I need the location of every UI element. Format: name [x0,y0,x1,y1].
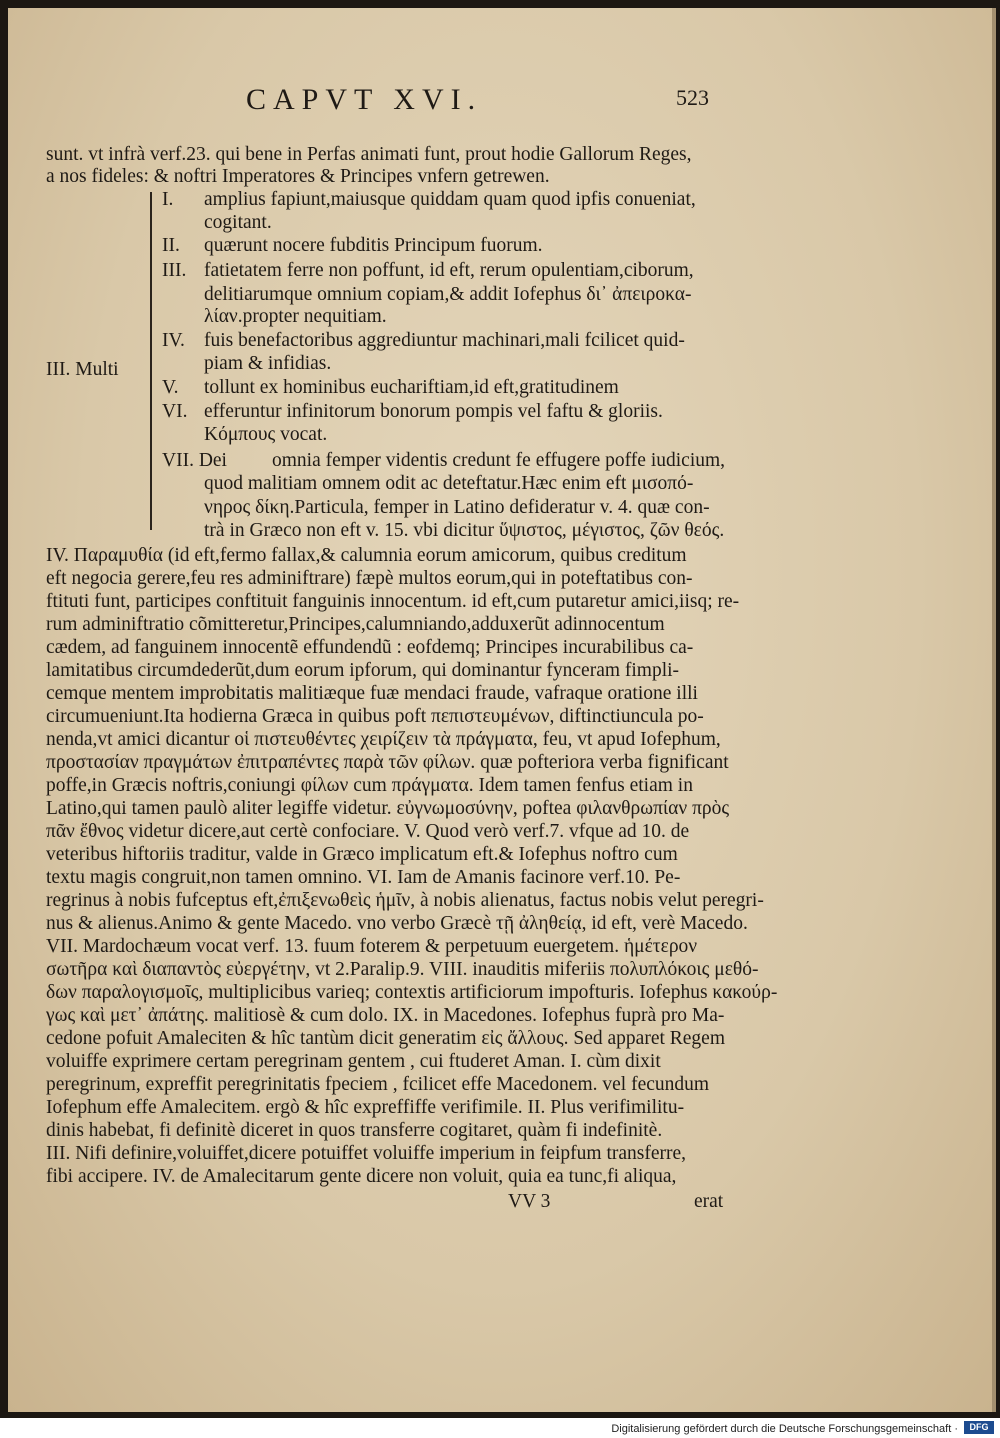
text-line: IV. Παραμυθία (id eft,fermo fallax,& calumnia eorum amicorum, quibus creditum [46,545,687,566]
text-line: eft negocia gerere,feu res adminiftrare) fæpè multos eorum,qui in poteftatibus con- [46,568,693,589]
text-line: Iofephum effe Amalecitem. ergò & hîc expreffiffe verifimile. II. Plus verifimilitu- [46,1097,685,1118]
list-numeral: V. [162,377,179,398]
list-numeral: III. [162,260,187,281]
text-line: delitiarumque omnium copiam,& addit Iofephus δι᾽ ἀπειροκα- [204,284,692,305]
list-brace [150,192,152,530]
text-line: tollunt ex hominibus euchariftiam,id eft,gratitudinem [204,377,619,398]
text-line: sunt. vt infrà verf.23. qui bene in Perfas animati funt, prout hodie Gallorum Reges, [46,144,692,165]
text-line: nus & alienus.Animo & gente Macedo. vno verbo Græcè τῇ ἀληθείᾳ, id eft, verè Macedo. [46,913,748,934]
list-numeral: II. [162,235,180,256]
text-line: πᾶν ἔθνος videtur dicere,aut certè confociare. V. Quod verò verf.7. vfque ad 10. de [46,821,690,842]
text-line: amplius fapiunt,maiusque quiddam quam quod ipfis conueniat, [204,189,696,210]
text-line: Latino,qui tamen paulò aliter legiffe videtur. εὐγνωμοσύνην, poftea φιλανθρωπίαν πρὸς [46,798,730,819]
text-line: circumueniunt.Ita hodierna Græca in quibus poft πεπιστευμένων, diftinctiuncula po- [46,706,704,727]
text-line: fatietatem ferre non poffunt, id eft, rerum opulentiam,ciborum, [204,260,694,281]
list-numeral: VI. [162,401,188,422]
running-head: CAPVT XVI. [246,83,483,116]
text-line: nenda,vt amici dicantur οἱ πιστευθέντες χειρίζειν τὰ πράγματα, feu, vt apud Iofephum, [46,729,721,750]
text-line: veteribus hiftoriis traditur, valde in Græco implicatum eft.& Iofephus noftro cum [46,844,678,865]
page-number: 523 [676,85,709,110]
text-line: VII. Mardochæum vocat verf. 13. fuum foterem & perpetuum euergetem. ἡμέτερον [46,936,698,957]
text-line: a nos fideles: & noftri Imperatores & Principes vnfern getrewen. [46,166,550,187]
dfg-logo: DFG [964,1421,994,1434]
text-line: III. Nifi definire,voluiffet,dicere potuiffet voluiffe imperium in feipfum transferre, [46,1143,687,1164]
text-line: regrinus à nobis fufceptus eft,ἐπιξενωθεὶς ἡμῖν, à nobis alienatus, factus nobis velut peregri- [46,890,764,911]
text-line: λίαν.propter nequitiam. [204,306,387,327]
text-line: cedone pofuit Amaleciten & hîc tantùm dicit generatim εἰς ἄλλους. Sed apparet Regem [46,1028,726,1049]
list-numeral: VII. Dei [162,450,227,471]
text-line: quærunt nocere fubditis Principum fuorum. [204,235,543,256]
text-line: Κόμπους vocat. [204,424,328,445]
text-line: γως καὶ μετ᾽ ἀπάτης. malitiosè & cum dolo. IX. in Macedones. Iofephus fuprà pro Ma- [46,1005,725,1026]
text-line: efferuntur infinitorum bonorum pompis vel faftu & gloriis. [204,401,663,422]
text-line: textu magis congruit,non tamen omnino. VI. Iam de Amanis facinore verf.10. Pe- [46,867,681,888]
text-line: rum adminiftratio cõmitteretur,Principes,calumniando,adduxerũt adinnocentum [46,614,665,635]
text-line: cemque mentem improbitatis malitiæque fuæ mendaci fraude, vafraque oratione illi [46,683,698,704]
text-line: omnia femper videntis credunt fe effugere poffe iudicium, [272,450,726,471]
text-line: σωτῆρα καὶ διαπαντὸς εὐεργέτην, vt 2.Paralip.9. VIII. inauditis miferiis πολυπλόκοις μεθό- [46,959,759,980]
text-line: peregrinum, expreffit peregrinitatis fpeciem , fcilicet effe Macedonem. vel fecundum [46,1074,710,1095]
text-line: ftituti funt, participes conftituit fanguinis innocentum. id eft,cum putaretur amici,iisq; re- [46,591,740,612]
text-line: voluiffe exprimere certam peregrinam gentem , cui ftuderet Aman. I. cùm dixit [46,1051,661,1072]
side-label: III. Multi [46,359,119,380]
signature-mark: VV 3 [508,1191,551,1212]
text-line: cædem, ad fanguinem innocentẽ effundendũ : eofdemq; Principes incurabilibus ca- [46,637,694,658]
text-line: piam & infidias. [204,353,332,374]
text-line: lamitatibus circumdederũt,dum eorum ipforum, qui dominantur fynceram fimpli- [46,660,680,681]
list-numeral: IV. [162,330,185,351]
text-line: fibi accipere. IV. de Amalecitarum gente dicere non voluit, quia ea tunc,fi aliqua, [46,1166,677,1187]
list-numeral: I. [162,189,174,210]
catchword: erat [694,1191,724,1212]
text-line: νηρος δίκη.Particula, femper in Latino defideratur v. 4. quæ con- [204,497,710,518]
footer-credit: Digitalisierung gefördert durch die Deutsche Forschungsgemeinschaft · [611,1423,958,1435]
text-line: προστασίαν πραγμάτων ἐπιτραπέντες παρὰ τῶν φίλων. quæ pofteriora verba fignificant [46,752,729,773]
text-line: fuis benefactoribus aggrediuntur machinari,mali fcilicet quid- [204,330,685,351]
text-line: trà in Græco non eft v. 15. vbi dicitur ὕψιστος, μέγιστος, ζῶν θεός. [204,520,725,541]
text-line: δων παραλογισμοῖς, multiplicibus varieq; contextis artificiorum impofturis. Iofephus κακούρ- [46,982,778,1003]
text-line: cogitant. [204,212,272,233]
text-line: poffe,in Græcis noftris,coniungi φίλων cum πράγματα. Idem tamen fenfus etiam in [46,775,693,796]
text-line: dinis habebat, fi definitè diceret in quos transferre cogitaret, quàm fi indefinitè. [46,1120,663,1141]
text-line: quod malitiam omnem odit ac deteftatur.Hæc enim eft μισοπό- [204,473,694,494]
